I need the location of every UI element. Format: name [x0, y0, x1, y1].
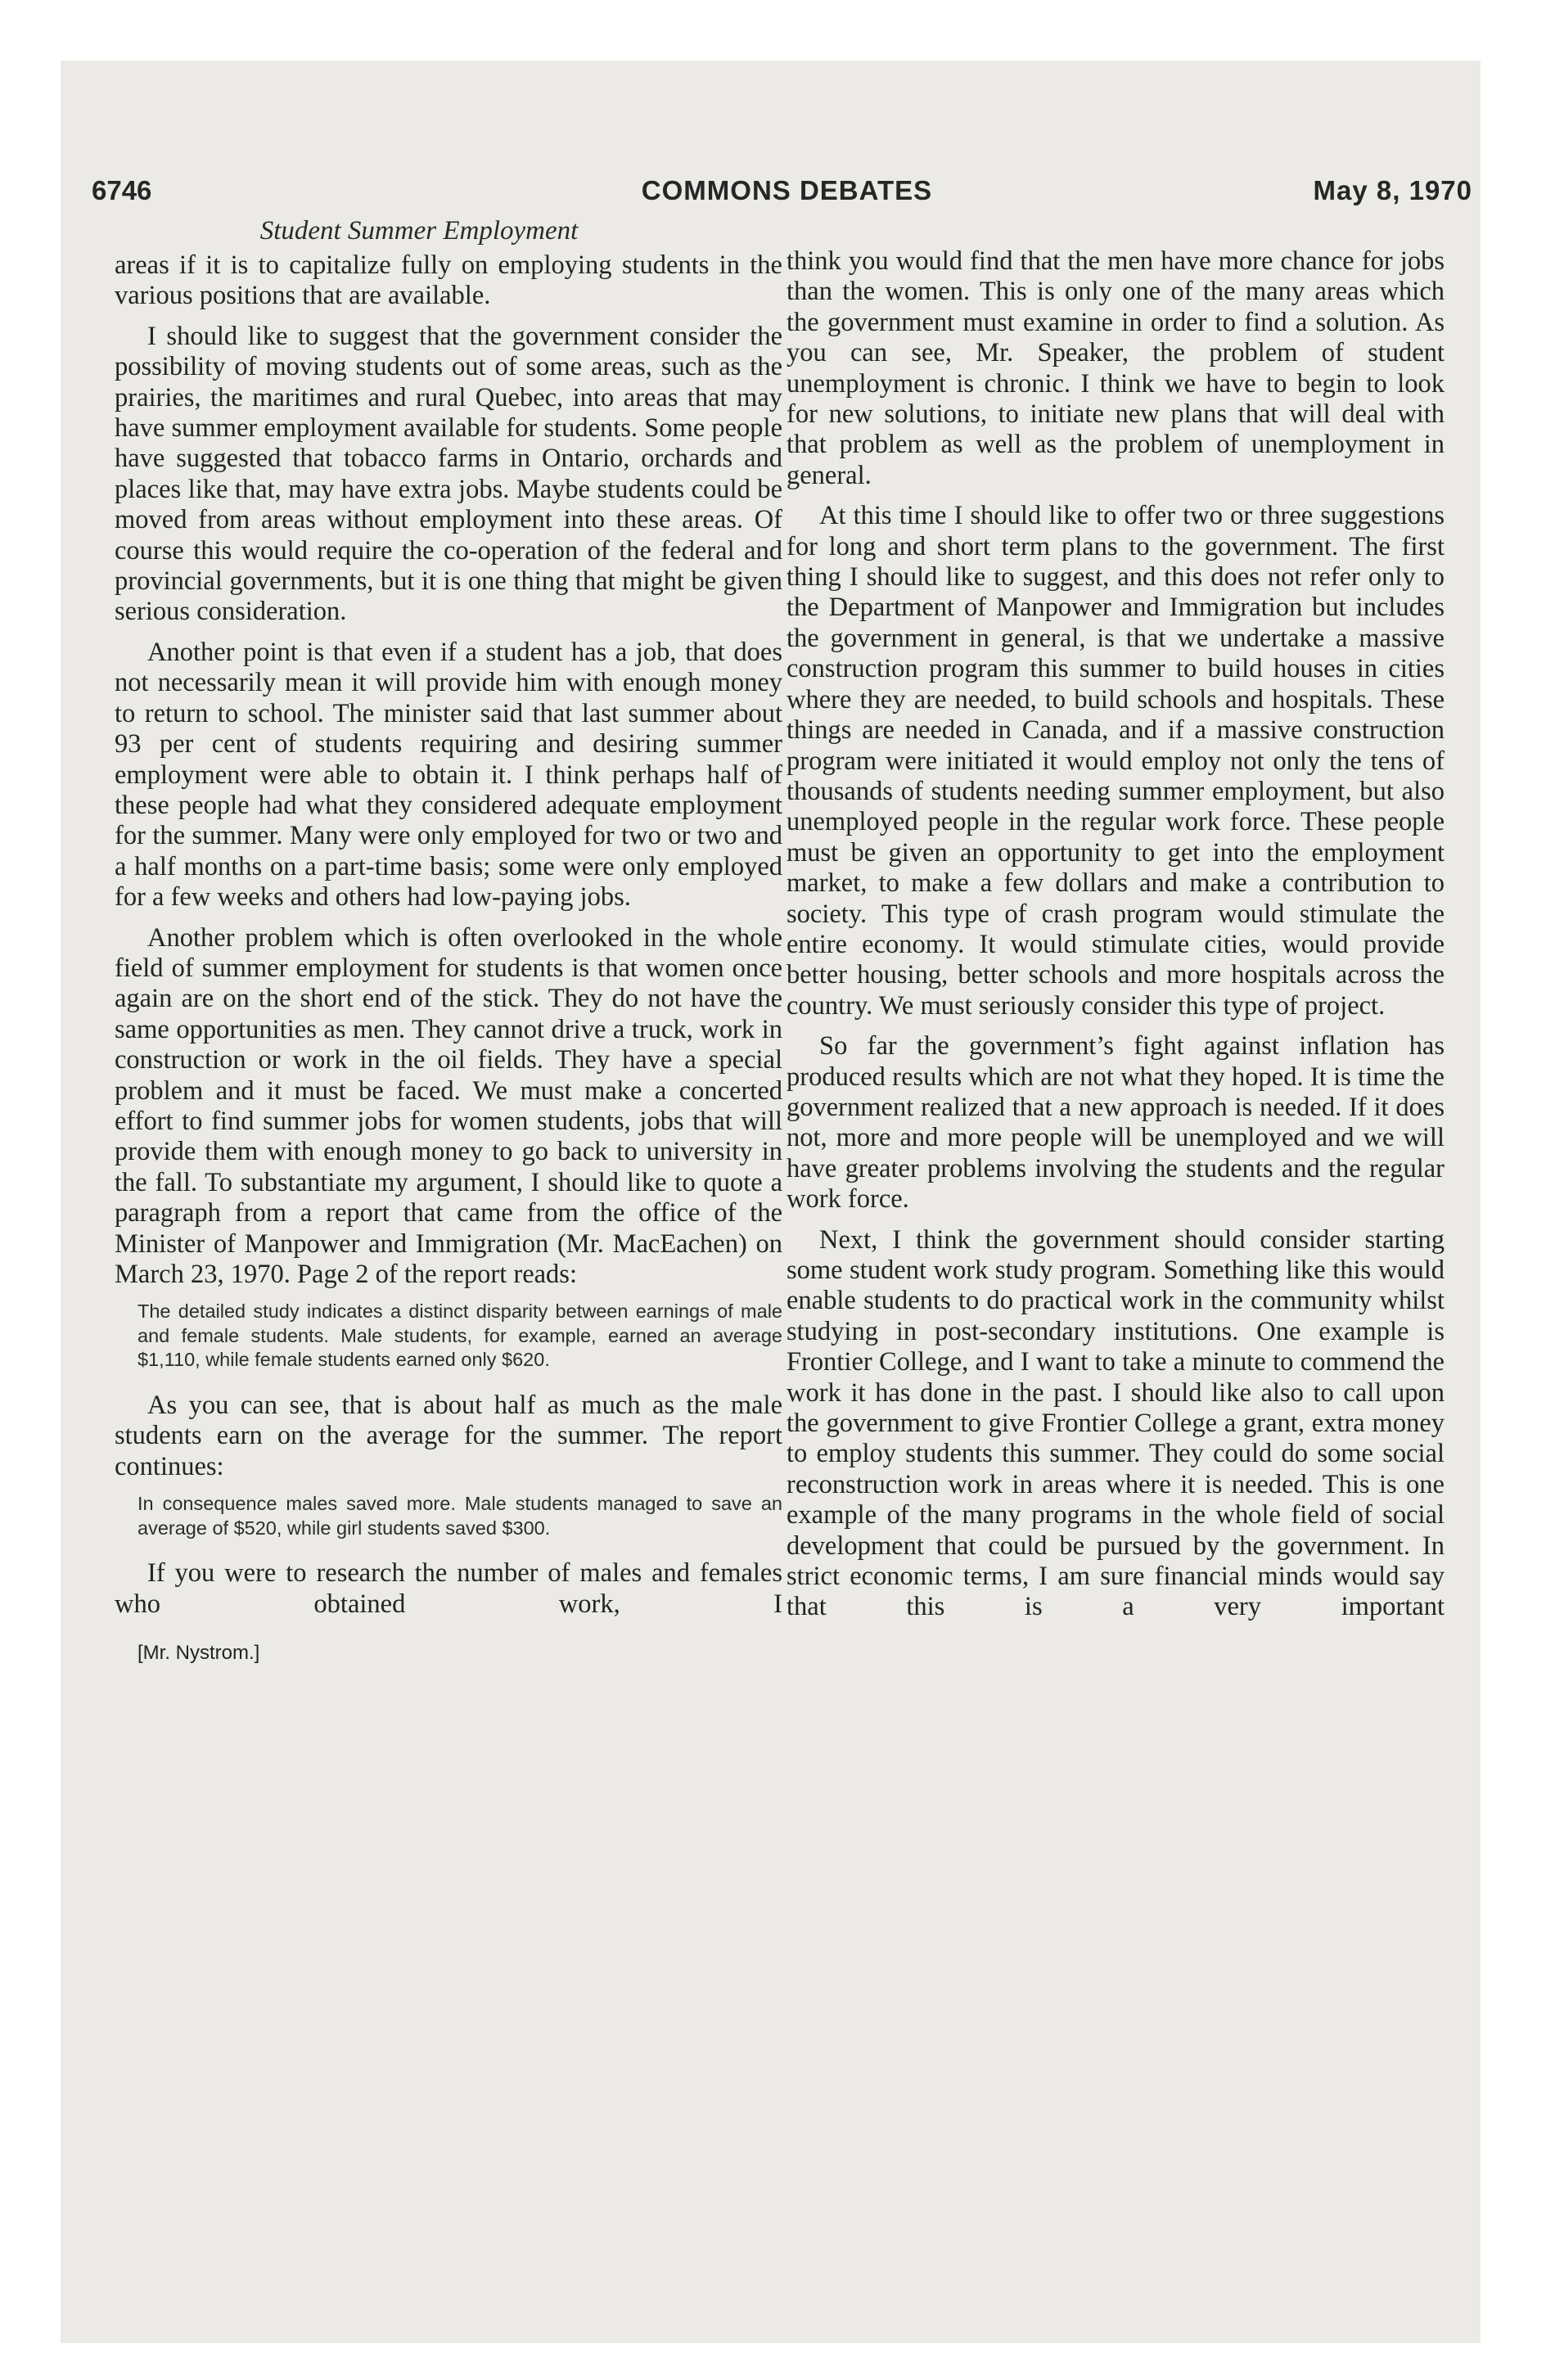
block-quote: The detailed study indicates a distinct disparity between earnings of male and female students. Male students, for example, earned an average $1,110, while female students earned only $620.	[137, 1300, 782, 1371]
block-quote: In consequence males saved more. Male students managed to save an average of $520, while girl students saved $300.	[137, 1493, 782, 1539]
issue-date: May 8, 1970	[1313, 175, 1472, 205]
paragraph: At this time I should like to offer two or three suggestions for long and short term plans to the government. The first thing I should like to suggest, and this does not refer only to the Department of Manpower and Immigration but includes the government in general, is that we undertake a massive construction program this summer to build houses in cities where they are needed, to build schools and hospitals. These things are needed in Canada, and if a massive construction program were initiated it would employ not only the tens of thousands of students needing summer employment, but also unemployed people in the regular work force. These people must be given an opportunity to get into the employment market, to make a few dollars and make a contribution to society. This type of crash program would stimulate the entire economy. It would stimulate cities, would provide better housing, better schools and more hospitals across the country. We must seriously consider this type of project.	[787, 501, 1445, 1021]
right-column	[787, 246, 1445, 1623]
page-number: 6746	[92, 175, 152, 205]
page-header	[92, 175, 1482, 213]
paragraph: Another point is that even if a student has a job, that does not necessarily mean it will provide him with enough money to return to school. The minister said that last summer about 93 per cent of students requiring and desiring summer employment were able to obtain it. I think perhaps half of these people had what they considered adequate employment for the summer. Many were only employed for two or two and a half months on a part-time basis; some were only employed for a few weeks and others had low-paying jobs.	[115, 637, 782, 913]
section-subtitle: Student Summer Employment	[259, 216, 579, 246]
paragraph: areas if it is to capitalize fully on employing students in the various positions that are available.	[115, 250, 782, 311]
paragraph: So far the government’s fight against inflation has produced results which are not what they hoped. It is time the government realized that a new approach is needed. If it does not, more and more people will be unemployed and we will have greater problems involving the students and the regular work force.	[787, 1031, 1445, 1215]
paragraph: I should like to suggest that the government consider the possibility of moving students out of some areas, such as the prairies, the maritimes and rural Quebec, into areas that may have summer employment available for students. Some people have suggested that tobacco farms in Ontario, orchards and places like that, may have extra jobs. Maybe students could be moved from areas without employment into these areas. Of course this would require the co-operation of the federal and provincial governments, but it is one thing that might be given serious consideration.	[115, 321, 782, 627]
publication-title: COMMONS DEBATES	[641, 175, 933, 205]
paragraph: Next, I think the government should consider starting some student work study program. Something like this would enable students to do practical work in the community whilst studying in post-secondary institutions. One example is Frontier College, and I want to take a minute to commend the work it has done in the past. I should like also to call upon the government to give Frontier College a grant, extra money to employ students this summer. They could do some social reconstruction work in areas where it is needed. This is one example of the many programs in the whole field of social development that could be pursued by the government. In strict economic terms, I am sure financial minds would say that this is a very important	[787, 1224, 1445, 1622]
left-column	[115, 250, 782, 1668]
paragraph: As you can see, that is about half as much as the male students earn on the average for the summer. The report continues:	[115, 1390, 782, 1481]
paragraph: Another problem which is often overlooked in the whole field of summer employment for students is that women once again are on the short end of the stick. They do not have the same opportunities as men. They cannot drive a truck, work in construction or work in the oil fields. They have a special problem and it must be faced. We must make a concerted effort to find summer jobs for women students, jobs that will provide them with enough money to go back to university in the fall. To substantiate my argument, I should like to quote a paragraph from a report that came from the office of the Minister of Manpower and Immigration (Mr. MacEachen) on March 23, 1970. Page 2 of the report reads:	[115, 922, 782, 1289]
paragraph: think you would find that the men have more chance for jobs than the women. This is only one of the many areas which the government must examine in order to find a solution. As you can see, Mr. Speaker, the problem of student unemployment is chronic. I think we have to begin to look for new solutions, to initiate new plans that will deal with that problem as well as the problem of unemployment in general.	[787, 246, 1445, 490]
paragraph: If you were to research the number of males and females who obtained work, I	[115, 1558, 782, 1619]
speaker-attribution: [Mr. Nystrom.]	[137, 1641, 260, 1664]
